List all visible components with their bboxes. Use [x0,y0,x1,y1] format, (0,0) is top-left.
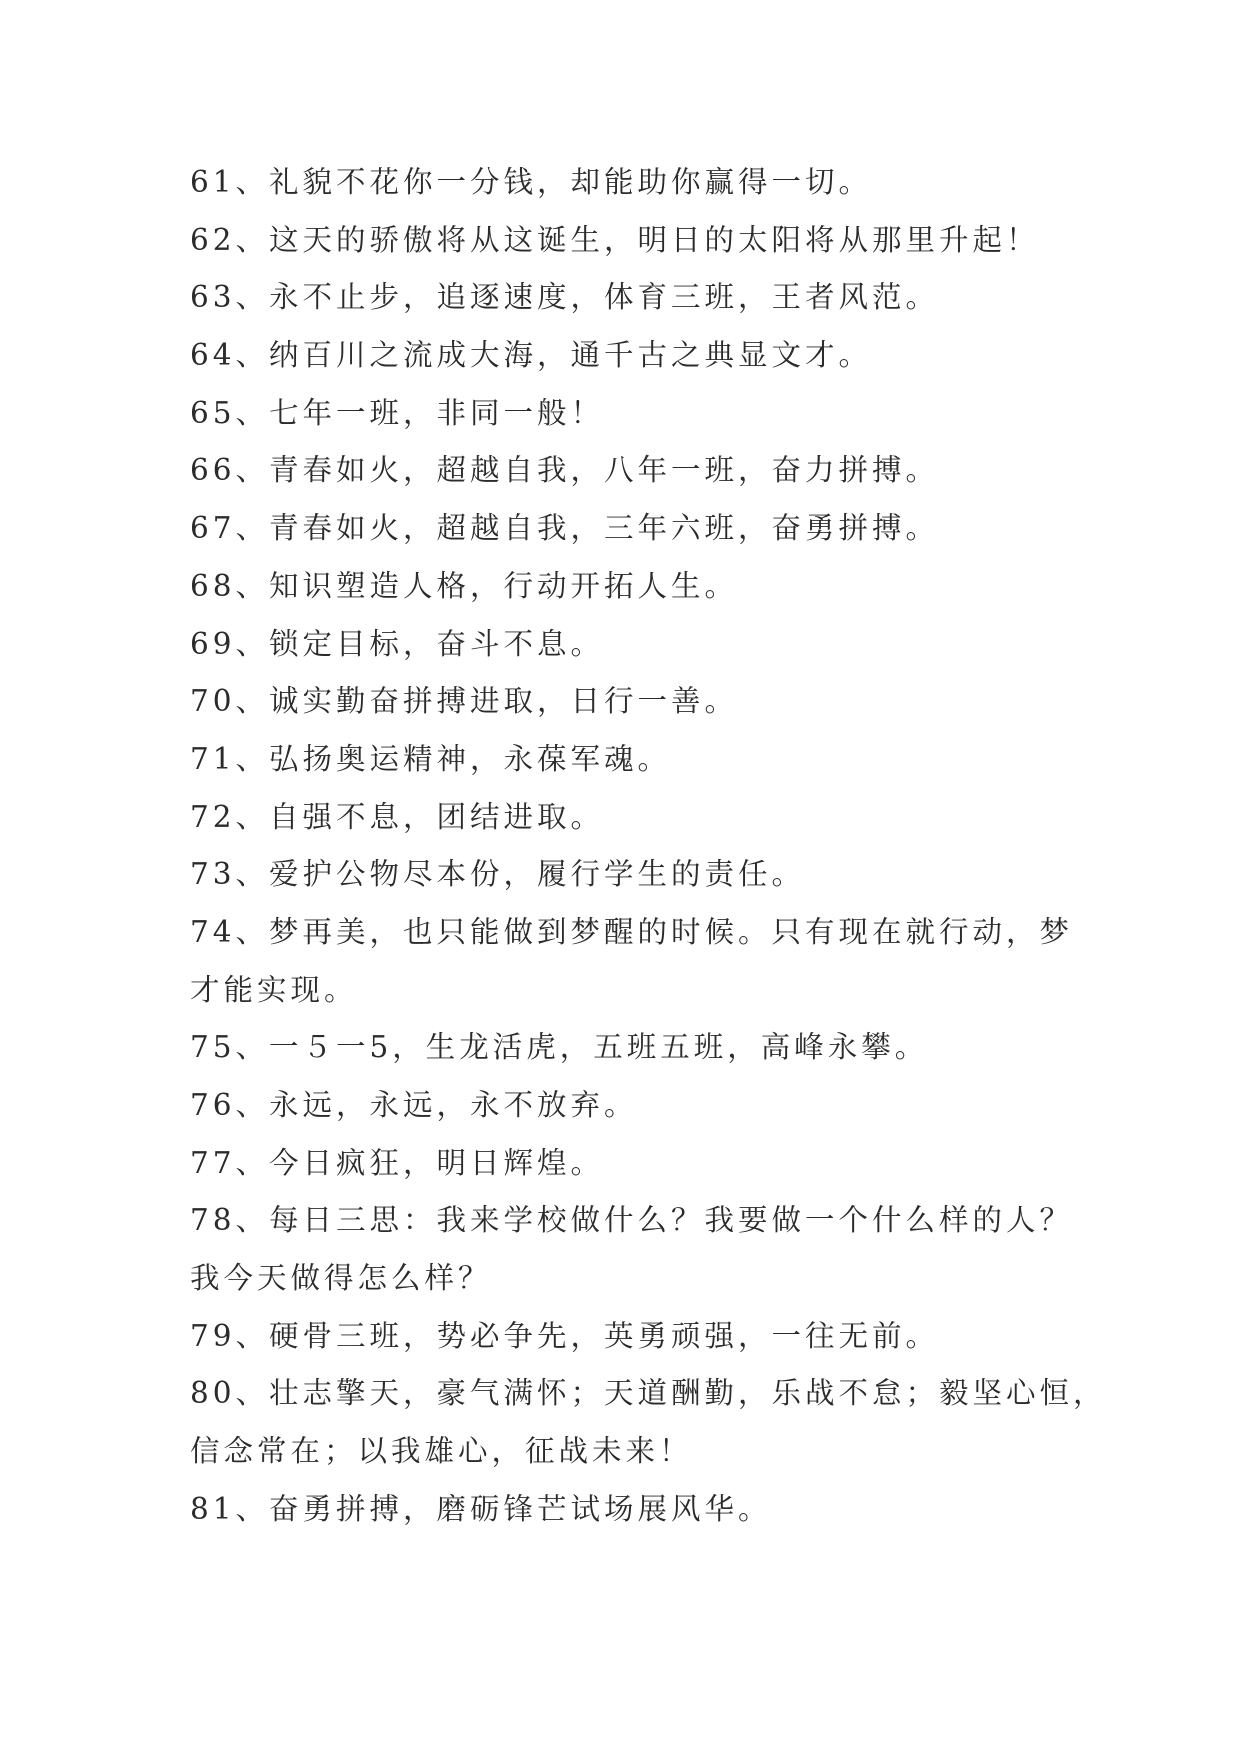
slogan-80-continued: 信念常在；以我雄心，征战未来！ [190,1434,693,1469]
slogan-74: 74、梦再美，也只能做到梦醒的时候。只有现在就行动，梦 [190,914,1074,949]
slogan-78-continued: 我今天做得怎么样？ [190,1261,492,1296]
document-page [190,154,1107,1539]
slogan-77: 77、今日疯狂，明日辉煌。 [190,1145,605,1180]
slogan-68: 68、知识塑造人格，行动开拓人生。 [190,568,739,603]
slogan-72: 72、自强不息，团结进取。 [190,799,605,834]
slogan-79: 79、硬骨三班，势必争先，英勇顽强，一往无前。 [190,1318,940,1353]
slogan-62: 62、这天的骄傲将从这诞生，明日的太阳将从那里升起！ [190,222,1040,257]
slogan-63: 63、永不止步，追逐速度，体育三班，王者风范。 [190,280,940,315]
slogan-65: 65、七年一班，非同一般！ [190,395,605,430]
slogan-70: 70、诚实勤奋拼搏进取，日行一善。 [190,684,739,719]
slogan-67: 67、青春如火，超越自我，三年六班，奋勇拼搏。 [190,511,940,546]
slogan-76: 76、永远，永远，永不放弃。 [190,1088,638,1122]
slogan-64: 64、纳百川之流成大海，通千古之典显文才。 [190,338,873,373]
slogan-71: 71、弘扬奥运精神，永葆军魂。 [190,741,672,776]
slogan-80: 80、壮志擎天，豪气满怀；天道酬勤，乐战不怠；毅坚心恒， [190,1376,1107,1411]
slogan-75: 75、一５一5，生龙活虎，五班五班，高峰永攀。 [190,1030,929,1065]
slogan-69: 69、锁定目标，奋斗不息。 [190,626,605,661]
slogan-81: 81、奋勇拼搏，磨砺锋芒试场展风华。 [190,1491,772,1526]
slogan-73: 73、爱护公物尽本份，履行学生的责任。 [190,857,806,892]
slogan-61: 61、礼貌不花你一分钱，却能助你赢得一切。 [190,165,873,199]
slogan-66: 66、青春如火，超越自我，八年一班，奋力拼搏。 [190,453,940,488]
slogan-74-continued: 才能实现。 [190,972,358,1007]
slogan-78: 78、每日三思：我来学校做什么？我要做一个什么样的人？ [190,1203,1074,1238]
